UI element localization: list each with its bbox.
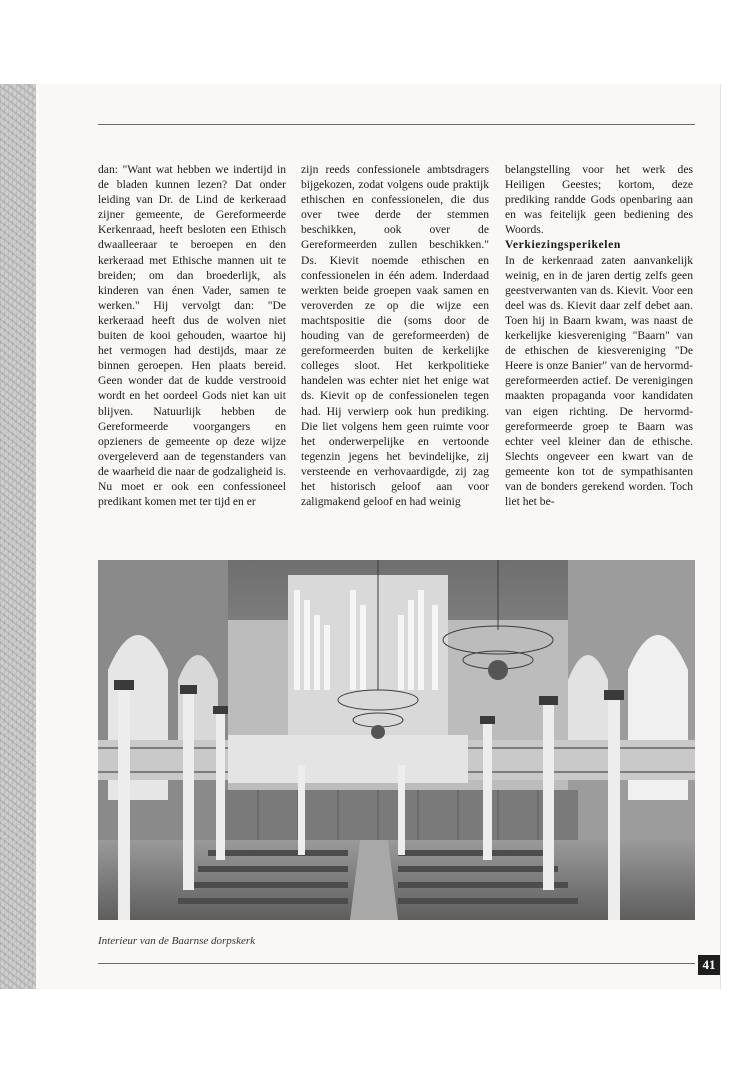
column-3-intro: belangstelling voor het werk des Heiligen Geestes; kortom, deze prediking randde Gods openbaring aan en was feitelijk geen bediening des Woords. bbox=[505, 163, 693, 237]
church-interior-photo bbox=[98, 560, 695, 920]
column-2-text: zijn reeds confessionele ambtsdragers bijgekozen, zodat volgens oude praktijk ethischen en confessionelen, die dus over twee derde der stemmen beschikken, ook over de Gereformeerden zullen beschikken." Ds. Kievit noemde ethischen en confessionelen in één adem. Inderdaad werkten beide groepen vaak samen en veroverden ze op die wijze een machtspositie die (soms door de houding van de gereformeerden) de gereformeerden buiten de kerkelijke colleges sloot. Het kerkpolitieke handelen was echter niet het enige wat ds. Kievit op de confessionelen tegen had. Hij verwierp ook hun prediking. Die liet volgens hem geen ruimte voor het onderwerpelijke en vertoonde tegenzin jegens het bevindelijke, zij versteende en verhovaardigde, zij zag het historisch geloof aan voor zaligmakend geloof en had weinig bbox=[301, 163, 489, 509]
text-column-2 bbox=[301, 162, 489, 509]
granite-edge bbox=[0, 84, 36, 989]
page-number-badge: 41 bbox=[698, 955, 720, 975]
section-subheading: Verkiezingsperikelen bbox=[505, 238, 621, 252]
text-column-1 bbox=[98, 162, 286, 509]
church-interior-illustration bbox=[98, 560, 695, 920]
column-3-body: In de kerkenraad zaten aanvankelijk weinig, en in de jaren dertig zelfs geen geestverwanten van ds. Kievit. Voor een deel was ds. Kievit daar zelf debet aan. Toen hij in Baarn kwam, was naast de kerkelijke kiesvereniging "Baarn" van de ethischen de kiesvereniging "De Heere is onze Banier" van de hervormd-gereformeerden actief. De verenigingen maakten propaganda voor kandidaten van eigen richting. De hervormd-gereformeerde groep te Baarn was echter veel kleiner dan de ethische. Slechts ongeveer een kwart van de gemeente kon tot de sympathisanten van de bonders gerekend worden. Toch liet het be- bbox=[505, 253, 693, 509]
column-1-text: dan: "Want wat hebben we indertijd in de bladen kunnen lezen? Dat onder leiding van Dr. de Lind de kerkeraad zijner gemeente, de Gereformeerde Kerkenraad, heeft besloten een Ethisch dwaalleeraar te beroepen en den kerkeraad met Ethische mannen uit te breiden; om dan broederlijk, als kinderen van énen Vader, samen te werken." Hij vervolgt dan: "De kerkeraad heeft dus de wolven niet buiten de kooi gehouden, waartoe hij het vermogen had destijds, maar ze binnen geroepen. Hen plaats bereid. Geen wonder dat de kudde verstrooid wordt en het oordeel Gods niet kan uit blijven. Natuurlijk hebben de Gereformeerde voorgangers en opzieners de gemeente op deze wijze overgeleverd aan de tegenstanders van de waarheid die naar de godzaligheid is. Nu moet er ook een confessioneel predikant komen met ter tijd en er bbox=[98, 163, 286, 509]
text-column-3 bbox=[505, 162, 693, 509]
top-rule bbox=[98, 124, 695, 125]
photo-caption: Interieur van de Baarnse dorpskerk bbox=[98, 935, 256, 947]
bottom-rule bbox=[98, 963, 695, 964]
